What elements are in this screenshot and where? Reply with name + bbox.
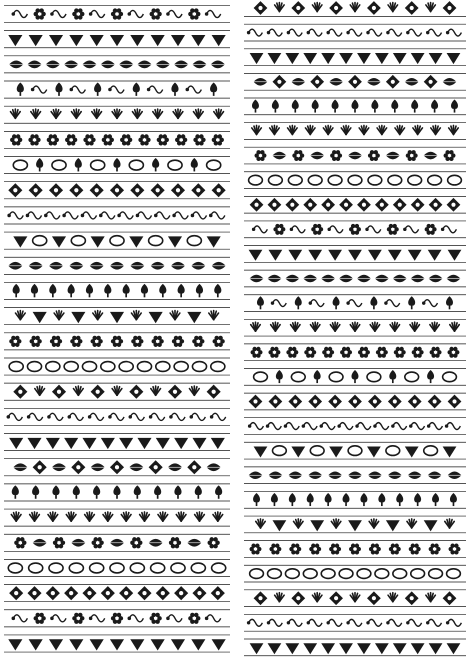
ornamental-border — [4, 106, 230, 123]
ornamental-border — [244, 418, 466, 435]
ornamental-border — [4, 585, 230, 602]
ornamental-border — [4, 81, 230, 98]
ornamental-border — [4, 257, 230, 274]
ornamental-border — [244, 541, 466, 558]
ornamental-border — [4, 182, 230, 199]
ornamental-border — [244, 24, 466, 41]
ornamental-border — [4, 459, 230, 476]
left-border-column — [4, 5, 230, 652]
ornamental-border — [244, 172, 466, 189]
ornamental-border — [244, 0, 466, 16]
ornamental-border — [4, 484, 230, 501]
ornamental-border — [4, 333, 230, 350]
ornamental-border — [4, 232, 230, 249]
ornamental-border — [244, 491, 466, 508]
ornamental-border — [244, 270, 466, 287]
ornamental-border — [4, 157, 230, 174]
ornamental-border — [4, 610, 230, 627]
ornamental-border — [4, 56, 230, 73]
ornamental-border — [244, 344, 466, 361]
ornamental-border — [4, 434, 230, 451]
right-border-column — [244, 0, 466, 656]
ornamental-border — [244, 516, 466, 533]
ornamental-border — [4, 31, 230, 48]
ornamental-border — [244, 98, 466, 115]
ornamental-border — [4, 408, 230, 425]
ornamental-border — [244, 442, 466, 459]
ornamental-border — [244, 565, 466, 582]
ornamental-border — [4, 358, 230, 375]
ornamental-border — [244, 295, 466, 312]
ornamental-border — [4, 5, 230, 22]
ornamental-border — [244, 73, 466, 90]
ornamental-border — [244, 49, 466, 66]
ornamental-border — [244, 221, 466, 238]
ornamental-border — [244, 319, 466, 336]
ornamental-border — [4, 282, 230, 299]
ornamental-border — [244, 393, 466, 410]
ornamental-border — [4, 308, 230, 325]
ornamental-border — [4, 534, 230, 551]
ornamental-border — [4, 635, 230, 652]
ornamental-border — [244, 590, 466, 607]
ornamental-border — [4, 131, 230, 148]
ornamental-border — [244, 614, 466, 631]
ornamental-border — [244, 196, 466, 213]
ornamental-border — [244, 368, 466, 385]
ornamental-border — [4, 509, 230, 526]
ornamental-border — [4, 559, 230, 576]
ornamental-border — [244, 639, 466, 656]
ornamental-border — [244, 467, 466, 484]
ornamental-border — [244, 147, 466, 164]
ornamental-border — [4, 207, 230, 224]
ornamental-border — [244, 123, 466, 140]
ornamental-border — [244, 246, 466, 263]
ornamental-border — [4, 383, 230, 400]
